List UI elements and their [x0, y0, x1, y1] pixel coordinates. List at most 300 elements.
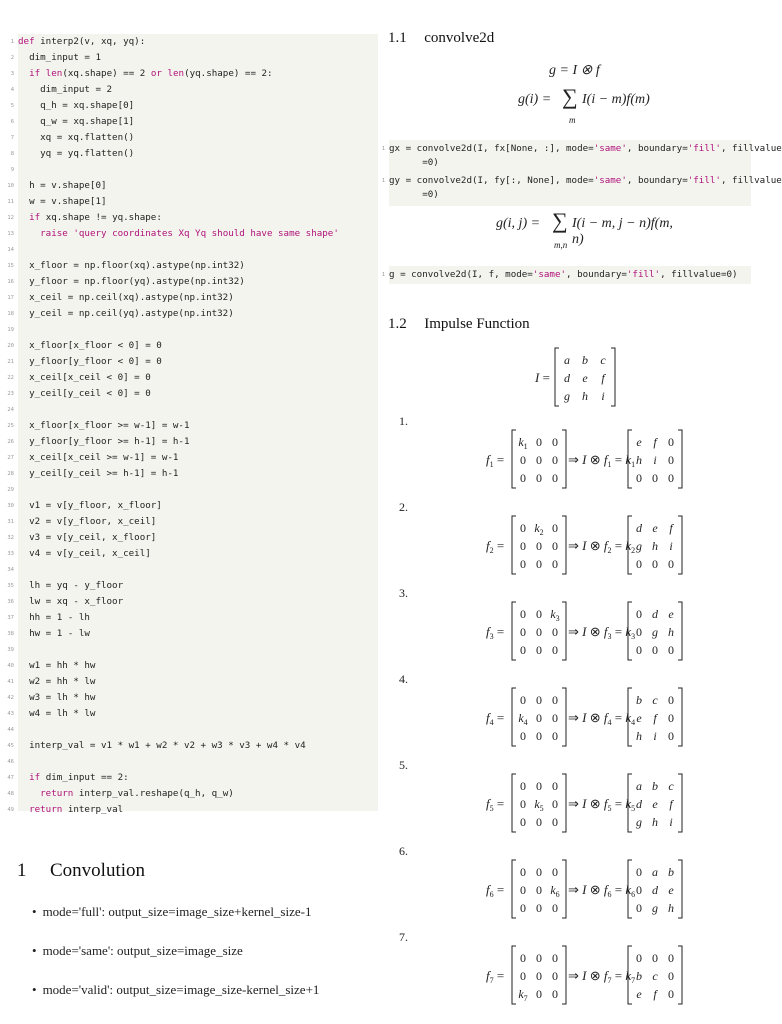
code-line	[10, 50, 378, 66]
list-number: 5.	[399, 758, 408, 772]
code-text: gy = convolve2d(I, fy[:, None], mode='same', boundary='fill', fillvalue	[389, 175, 782, 186]
matrix-cell: 0	[536, 815, 542, 829]
matrix-cell: h	[636, 729, 642, 743]
impulse-equation	[486, 770, 686, 834]
code-line	[10, 98, 378, 114]
code-text: return interp_val	[29, 804, 124, 815]
code-line	[7, 658, 378, 674]
matrix-cell: 0	[668, 453, 674, 467]
matrix-cell: 0	[636, 951, 642, 965]
sum-subscript: m,n	[554, 240, 568, 250]
code-line	[10, 162, 378, 178]
line-number: 25	[7, 423, 14, 429]
subsection-heading-convolve2d	[388, 30, 494, 47]
code-text: x_ceil = np.ceil(xq).astype(np.int32)	[18, 292, 234, 303]
equation-lhs: g(i, j) =	[496, 216, 541, 231]
line-number: 43	[7, 711, 14, 717]
matrix-cell: a	[636, 779, 642, 793]
matrix-cell: c	[652, 693, 658, 707]
code-text: x_floor[x_floor >= w-1] = w-1	[18, 420, 190, 431]
code-line	[7, 706, 378, 722]
code-line	[7, 322, 378, 338]
matrix-cell: 0	[536, 969, 542, 983]
matrix-cell: 0	[536, 453, 542, 467]
matrix-cell: 0	[536, 435, 542, 449]
matrix-cell: h	[668, 625, 674, 639]
matrix-cell: 0	[668, 969, 674, 983]
matrix-cell: e	[652, 521, 658, 535]
matrix-cell: $k_2$	[534, 521, 544, 537]
matrix-cell: 0	[552, 625, 558, 639]
result-label: ⇒ I ⊗ $f_2 = k_2$	[568, 538, 636, 555]
matrix-cell: 0	[552, 453, 558, 467]
bullet-icon: •	[32, 982, 37, 997]
matrix-cell: 0	[636, 883, 642, 897]
code-text: interp_val = v1 * w1 + w2 * v2 + w3 * v3 + w4 * v4	[18, 740, 306, 751]
code-text: if dim_input == 2:	[29, 772, 129, 783]
bullet-icon: •	[32, 943, 37, 958]
line-number: 1	[381, 272, 385, 278]
kernel-matrix	[512, 774, 566, 832]
code-text: w2 = hh * lw	[18, 676, 96, 687]
code-line	[7, 194, 378, 210]
line-number: 35	[7, 583, 14, 589]
code-line	[7, 274, 378, 290]
line-number: 4	[10, 87, 14, 93]
matrix-cell: f	[669, 797, 673, 811]
line-number: 44	[7, 727, 14, 733]
equation-2d-convolution-sum	[496, 208, 676, 252]
code-text: y_floor[y_floor >= h-1] = h-1	[18, 436, 190, 447]
line-number: 40	[7, 663, 14, 669]
matrix-cell: $k_7$	[518, 987, 528, 1003]
matrix-cell: e	[582, 371, 588, 385]
code-text: y_ceil[y_ceil < 0] = 0	[18, 388, 151, 399]
matrix-cell: e	[636, 987, 642, 1001]
matrix-cell: 0	[536, 557, 542, 571]
line-number: 34	[7, 567, 14, 573]
bullet-item	[32, 943, 243, 959]
matrix-cell: 0	[668, 471, 674, 485]
matrix-cell: 0	[536, 865, 542, 879]
line-number: 39	[7, 647, 14, 653]
matrix-cell: f	[669, 521, 673, 535]
code-text: v3 = v[y_ceil, x_floor]	[18, 532, 157, 543]
line-number: 2	[10, 55, 14, 61]
code-line	[7, 546, 378, 562]
matrix-cell: 0	[520, 693, 526, 707]
matrix-cell: h	[582, 389, 588, 403]
matrix-cell: 0	[552, 539, 558, 553]
bullet-item	[32, 982, 319, 998]
code-text: return interp_val.reshape(q_h, q_w)	[40, 788, 234, 799]
code-text: q_h = xq.shape[0]	[18, 100, 135, 111]
matrix-cell: d	[652, 883, 658, 897]
code-line	[7, 466, 378, 482]
matrix-cell: 0	[552, 643, 558, 657]
code-line	[7, 514, 378, 530]
line-number: 10	[7, 183, 14, 189]
matrix-cell: f	[653, 435, 657, 449]
code-text: g = convolve2d(I, f, mode='same', boundary='fill', fillvalue=0)	[389, 269, 738, 280]
matrix-cell: h	[636, 453, 642, 467]
code-text: x_floor = np.floor(xq).astype(np.int32)	[18, 260, 245, 271]
line-number: 5	[10, 103, 14, 109]
matrix-cell: 0	[668, 987, 674, 1001]
code-line	[381, 174, 782, 188]
result-matrix	[628, 688, 682, 746]
line-number: 22	[7, 375, 14, 381]
matrix-cell: 0	[652, 643, 658, 657]
matrix-cell: b	[636, 693, 642, 707]
matrix-cell: g	[636, 815, 642, 829]
code-text: v4 = v[y_ceil, x_ceil]	[18, 548, 151, 559]
kernel-label: $f_2$ =	[486, 538, 505, 555]
code-line	[7, 434, 378, 450]
line-number: 42	[7, 695, 14, 701]
matrix-cell: 0	[552, 901, 558, 915]
code-text: xq = xq.flatten()	[18, 132, 135, 143]
code-text: gx = convolve2d(I, fx[None, :], mode='same', boundary='fill', fillvalue	[389, 143, 782, 154]
line-number: 14	[7, 247, 14, 253]
matrix-cell: d	[636, 521, 642, 535]
code-text: w1 = hh * hw	[18, 660, 96, 671]
line-number: 30	[7, 503, 14, 509]
matrix-cell: 0	[636, 865, 642, 879]
matrix-cell: 0	[536, 779, 542, 793]
code-text: y_ceil = np.ceil(yq).astype(np.int32)	[18, 308, 234, 319]
code-text: hh = 1 - lh	[18, 612, 90, 623]
matrix-cell: d	[636, 797, 642, 811]
line-number: 15	[7, 263, 14, 269]
result-matrix	[628, 860, 682, 918]
matrix-cell: b	[636, 969, 642, 983]
code-line	[7, 610, 378, 626]
matrix-cell: f	[601, 371, 605, 385]
result-matrix	[628, 602, 682, 660]
matrix-cell: 0	[536, 693, 542, 707]
matrix-cell: 0	[636, 625, 642, 639]
matrix-cell: 0	[520, 969, 526, 983]
matrix-cell: e	[636, 435, 642, 449]
line-number: 21	[7, 359, 14, 365]
result-matrix	[628, 774, 682, 832]
sum-symbol: ∑	[552, 208, 568, 233]
result-label: ⇒ I ⊗ $f_7 = k_7$	[568, 968, 636, 985]
matrix-cell: 0	[520, 951, 526, 965]
matrix-cell: 0	[652, 471, 658, 485]
line-number: 24	[7, 407, 14, 413]
line-number: 48	[7, 791, 14, 797]
code-line	[389, 188, 751, 202]
code-line	[7, 418, 378, 434]
matrix-cell: 0	[536, 625, 542, 639]
section-title: Convolution	[50, 860, 146, 881]
matrix-cell: i	[653, 729, 657, 743]
matrix-cell: 0	[520, 901, 526, 915]
matrix-cell: 0	[536, 643, 542, 657]
code-line	[7, 626, 378, 642]
code-text: hw = 1 - lw	[18, 628, 90, 639]
matrix-cell: 0	[636, 643, 642, 657]
code-line	[10, 146, 378, 162]
line-number: 29	[7, 487, 14, 493]
code-line	[381, 142, 782, 156]
matrix-cell: h	[668, 901, 674, 915]
code-line	[7, 210, 378, 226]
matrix-cell: 0	[520, 729, 526, 743]
code-text: dim_input = 1	[18, 52, 101, 63]
matrix-cell: 0	[552, 435, 558, 449]
line-number: 9	[10, 167, 14, 173]
code-line	[7, 770, 378, 786]
code-line	[7, 402, 378, 418]
matrix-cell: g	[652, 901, 658, 915]
code-line	[7, 562, 378, 578]
matrix-cell: 0	[668, 711, 674, 725]
matrix-label: I =	[535, 370, 550, 385]
code-block-g	[381, 266, 751, 284]
code-text: def interp2(v, xq, yq):	[18, 36, 146, 47]
code-line	[10, 66, 378, 82]
code-line	[10, 114, 378, 130]
matrix-cell: e	[652, 797, 658, 811]
kernel-matrix	[512, 688, 566, 746]
matrix-cell: 0	[552, 471, 558, 485]
matrix-cell: 0	[552, 557, 558, 571]
matrix-cell: i	[669, 539, 673, 553]
kernel-label: $f_3$ =	[486, 624, 505, 641]
matrix-cell: a	[564, 353, 570, 367]
matrix-cell: i	[653, 453, 657, 467]
matrix-cell: 0	[536, 729, 542, 743]
line-number: 28	[7, 471, 14, 477]
code-line	[7, 642, 378, 658]
section-number: 1	[17, 860, 27, 881]
impulse-equation	[486, 512, 686, 576]
matrix-cell: 0	[552, 521, 558, 535]
line-number: 6	[10, 119, 14, 125]
code-text: w4 = lh * lw	[18, 708, 96, 719]
impulse-equation	[486, 426, 686, 490]
code-text: =0)	[389, 189, 439, 200]
matrix-cell: 0	[552, 797, 558, 811]
matrix-cell: 0	[636, 607, 642, 621]
code-line	[7, 370, 378, 386]
subsection-number: 1.2	[388, 316, 407, 332]
kernel-label: $f_5$ =	[486, 796, 505, 813]
matrix-cell: 0	[652, 951, 658, 965]
equation-1d-convolution-sum	[518, 86, 678, 130]
code-line	[7, 802, 378, 818]
matrix-cell: h	[652, 539, 658, 553]
matrix-cell: 0	[668, 693, 674, 707]
matrix-cell: 0	[536, 883, 542, 897]
list-number: 2.	[399, 500, 408, 514]
code-text: =0)	[389, 157, 439, 168]
matrix-cell: 0	[668, 435, 674, 449]
result-label: ⇒ I ⊗ $f_6 = k_6$	[568, 882, 636, 899]
line-number: 31	[7, 519, 14, 525]
kernel-label: $f_4$ =	[486, 710, 505, 727]
matrix-cell: g	[652, 625, 658, 639]
bullet-item	[32, 904, 311, 920]
code-text: y_floor = np.floor(yq).astype(np.int32)	[18, 276, 245, 287]
matrix-cell: 0	[520, 797, 526, 811]
list-number: 7.	[399, 930, 408, 944]
code-line	[7, 498, 378, 514]
matrix-cell: 0	[520, 607, 526, 621]
line-number: 36	[7, 599, 14, 605]
code-text: h = v.shape[0]	[18, 180, 107, 191]
kernel-label: $f_1$ =	[486, 452, 505, 469]
kernel-matrix	[512, 602, 566, 660]
code-text: y_ceil[y_ceil >= h-1] = h-1	[18, 468, 179, 479]
code-text: w = v.shape[1]	[18, 196, 107, 207]
code-text: x_ceil[x_ceil < 0] = 0	[18, 372, 151, 383]
bullet-text: mode='valid': output_size=image_size-kernel_size+1	[42, 982, 320, 997]
line-number: 1	[381, 178, 385, 184]
code-line	[7, 450, 378, 466]
code-line	[10, 82, 378, 98]
matrix-cell: 0	[552, 987, 558, 1001]
code-line	[7, 722, 378, 738]
code-line	[7, 306, 378, 322]
result-label: ⇒ I ⊗ $f_3 = k_3$	[568, 624, 636, 641]
matrix-cell: c	[668, 779, 674, 793]
equation-body: I(i − m, j − n)f(m, n)	[572, 216, 673, 247]
matrix-cell: 0	[520, 815, 526, 829]
code-text: lw = xq - x_floor	[18, 596, 124, 607]
matrix-cell: e	[636, 711, 642, 725]
code-text: x_ceil[x_ceil >= w-1] = w-1	[18, 452, 179, 463]
matrix-cell: 0	[668, 729, 674, 743]
bullet-text: mode='full': output_size=image_size+kernel_size-1	[42, 904, 312, 919]
code-line	[7, 594, 378, 610]
code-text: if len(xq.shape) == 2 or len(yq.shape) == 2:	[29, 68, 273, 79]
matrix-cell: b	[668, 865, 674, 879]
matrix-cell: c	[600, 353, 606, 367]
code-text: v1 = v[y_floor, x_floor]	[18, 500, 162, 511]
matrix-cell: 0	[668, 557, 674, 571]
matrix-cell: 0	[552, 951, 558, 965]
code-listing-interp2	[7, 34, 378, 815]
line-number: 47	[7, 775, 14, 781]
code-line	[7, 226, 378, 242]
matrix-cell: 0	[536, 951, 542, 965]
code-text: dim_input = 2	[18, 84, 113, 95]
impulse-equation	[486, 942, 686, 1006]
subsection-title: Impulse Function	[424, 316, 530, 332]
code-text: raise 'query coordinates Xq Yq should have same shape'	[40, 228, 339, 239]
kernel-matrix	[512, 946, 566, 1004]
bullet-icon: •	[32, 904, 37, 919]
line-number: 3	[10, 71, 14, 77]
matrix-cell: g	[636, 539, 642, 553]
matrix-cell: 0	[652, 557, 658, 571]
code-text: q_w = xq.shape[1]	[18, 116, 135, 127]
impulse-equation	[486, 684, 686, 748]
matrix-cell: d	[564, 371, 570, 385]
code-line	[381, 268, 751, 282]
equation-lhs: g(i) =	[518, 92, 552, 107]
code-line	[7, 674, 378, 690]
line-number: 17	[7, 295, 14, 301]
matrix-cell: b	[652, 779, 658, 793]
matrix-cell: 0	[536, 607, 542, 621]
line-number: 11	[7, 199, 14, 205]
list-number: 3.	[399, 586, 408, 600]
code-text: yq = yq.flatten()	[18, 148, 135, 159]
matrix-cell: e	[668, 883, 674, 897]
matrix-cell: i	[601, 389, 605, 403]
line-number: 38	[7, 631, 14, 637]
matrix-cell: 0	[552, 779, 558, 793]
code-text: if xq.shape != yq.shape:	[29, 212, 162, 223]
kernel-label: $f_7$ =	[486, 968, 505, 985]
subsection-heading-impulse-function	[388, 316, 530, 333]
matrix-cell: 0	[552, 729, 558, 743]
matrix-cell: 0	[536, 987, 542, 1001]
code-text: y_floor[y_floor < 0] = 0	[18, 356, 162, 367]
line-number: 18	[7, 311, 14, 317]
equation-matrix-i	[535, 346, 655, 408]
line-number: 1	[10, 39, 14, 45]
result-matrix	[628, 946, 682, 1004]
matrix-cell: f	[653, 987, 657, 1001]
matrix-cell: c	[652, 969, 658, 983]
bullet-text: mode='same': output_size=image_size	[42, 943, 243, 958]
line-number: 16	[7, 279, 14, 285]
matrix-cell: 0	[536, 471, 542, 485]
code-line	[10, 34, 378, 50]
list-number: 6.	[399, 844, 408, 858]
code-line	[7, 530, 378, 546]
matrix-cell: 0	[552, 865, 558, 879]
matrix-cell: $k_4$	[518, 711, 528, 727]
line-number: 49	[7, 807, 14, 813]
matrix-cell: a	[652, 865, 658, 879]
line-number: 12	[7, 215, 14, 221]
line-number: 19	[7, 327, 14, 333]
matrix-cell: $k_1$	[518, 435, 528, 451]
matrix-cell: 0	[520, 625, 526, 639]
matrix-cell: 0	[520, 883, 526, 897]
line-number: 27	[7, 455, 14, 461]
code-line	[7, 290, 378, 306]
list-number: 4.	[399, 672, 408, 686]
line-number: 32	[7, 535, 14, 541]
code-line	[7, 178, 378, 194]
matrix-cell: 0	[520, 453, 526, 467]
code-text: lh = yq - y_floor	[18, 580, 124, 591]
matrix-i	[555, 348, 615, 406]
code-block-gx	[381, 140, 782, 172]
matrix-cell: 0	[636, 471, 642, 485]
line-number: 20	[7, 343, 14, 349]
line-number: 45	[7, 743, 14, 749]
matrix-cell: 0	[636, 557, 642, 571]
matrix-cell: f	[653, 711, 657, 725]
line-number: 46	[7, 759, 14, 765]
matrix-cell: 0	[520, 521, 526, 535]
sum-symbol: ∑	[562, 84, 578, 109]
code-block-gy	[381, 172, 782, 206]
list-number: 1.	[399, 414, 408, 428]
matrix-cell: 0	[536, 539, 542, 553]
matrix-cell: 0	[520, 779, 526, 793]
impulse-equation	[486, 856, 686, 920]
